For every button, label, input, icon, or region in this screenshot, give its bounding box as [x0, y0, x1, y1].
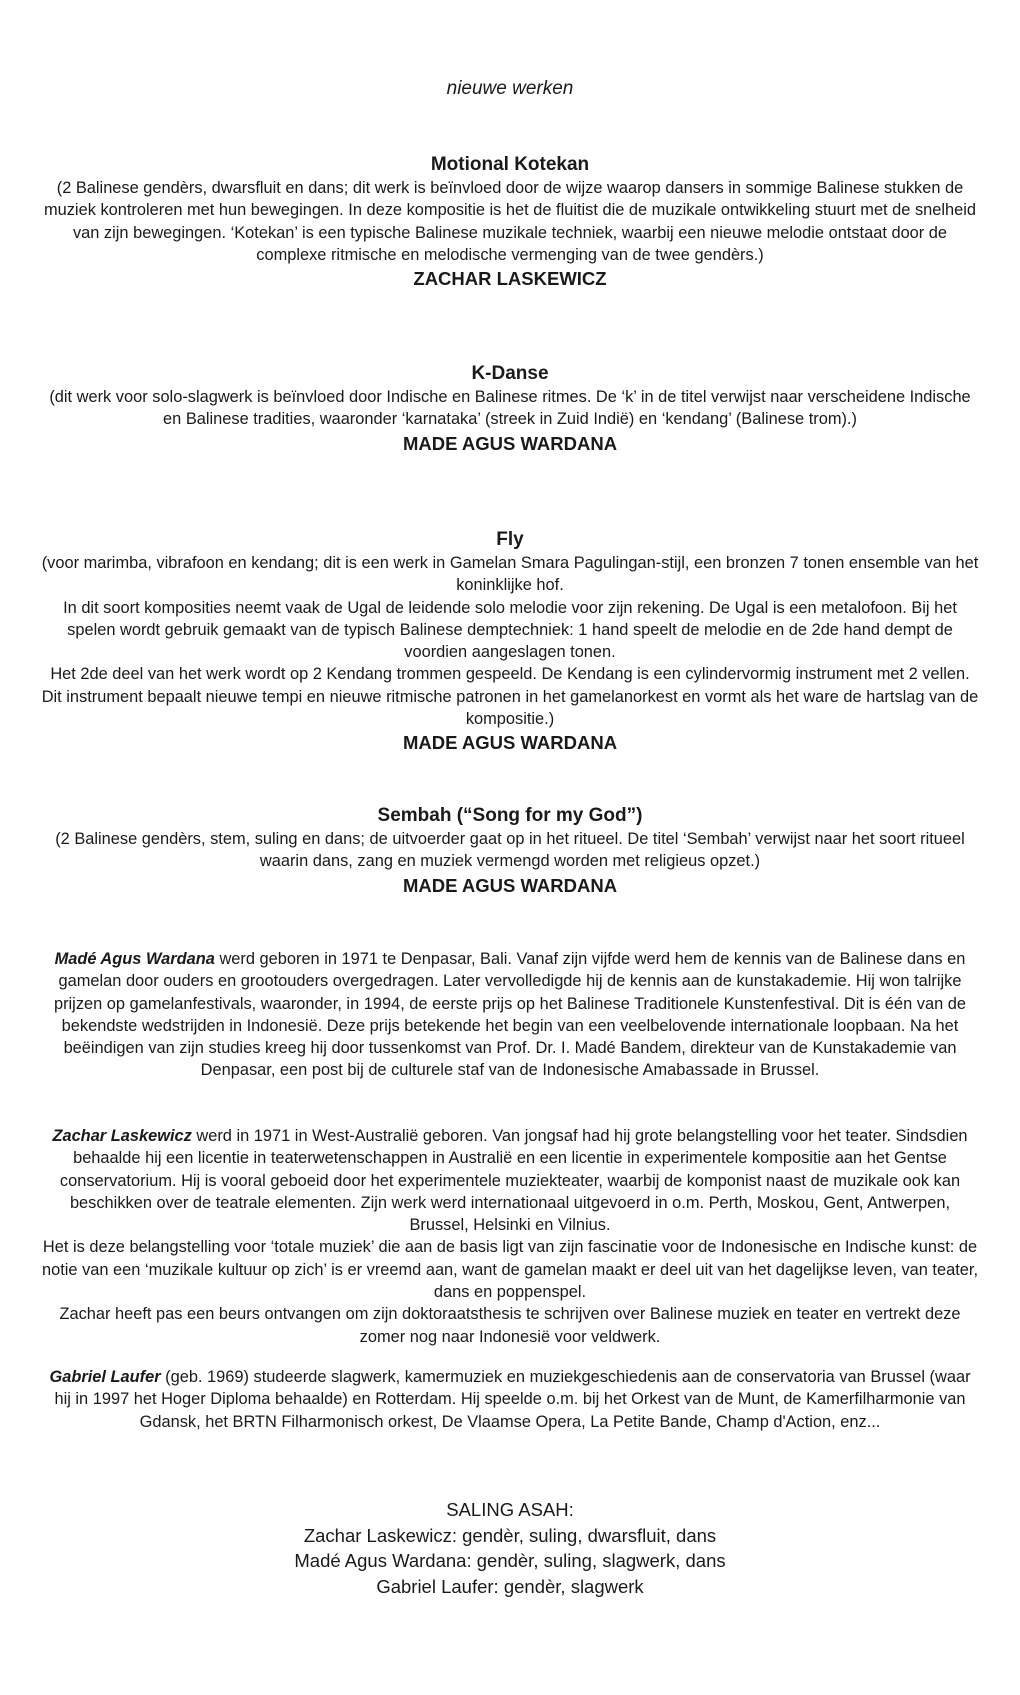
bio-gabriel-laufer — [40, 1366, 980, 1433]
ensemble-member: Gabriel Laufer: gendèr, slagwerk — [376, 1575, 644, 1597]
work-composer: ZACHAR LASKEWICZ — [413, 268, 607, 290]
section-header: nieuwe werken — [446, 78, 574, 99]
work-description-2: In dit soort komposities neemt vaak de Ugal de leidende solo melodie voor zijn rekening. De Ugal is een metalofoon. Bij het spelen wordt gebruik gemaakt van de typisch Balinese demptechniek: 1 hand speelt de melodie en de 2de hand dempt de voordien aangeslagen tonen. — [63, 598, 957, 662]
work-k-danse — [40, 361, 980, 456]
ensemble-title: SALING ASAH: — [446, 1499, 574, 1520]
bio-made-agus-wardana — [40, 948, 980, 1082]
work-title: Sembah (“Song for my God”) — [377, 805, 643, 826]
ensemble-member: Madé Agus Wardana: gendèr, suling, slagwerk, dans — [294, 1550, 726, 1571]
bio-paragraph — [40, 948, 980, 1082]
work-title: Motional Kotekan — [430, 154, 590, 175]
bio-paragraph — [40, 1366, 980, 1433]
bio-text: (geb. 1969) studeerde slagwerk, kamermuziek en muziekgeschiedenis aan de conservatoria van Brussel (waar hij in 1997 het Hoger Diploma behaalde) en Rotterdam. Hij speelde o.m. bij het Orkest van de Munt, de Kamerfilharmonie van Gdansk, het BRTN Filharmonisch orkest, De Vlaamse Opera, La Petite Bande, Champ d'Action, enz... — [54, 1368, 971, 1431]
ensemble-member: Zachar Laskewicz: gendèr, suling, dwarsfluit, dans — [303, 1524, 717, 1546]
work-composer: MADE AGUS WARDANA — [402, 732, 618, 754]
bio-paragraph-3: Zachar heeft pas een beurs ontvangen om zijn doktoraatsthesis te schrijven over Balinese muziek en teater en vertrekt deze zomer nog naar Indonesië voor veldwerk. — [59, 1305, 961, 1346]
work-title: K-Danse — [471, 363, 549, 384]
bio-paragraph-2: Het is deze belangstelling voor ‘totale muziek’ die aan de basis ligt van zijn fascinatie voor de Indonesische en Indische kunst: de notie van een ‘muzikale kultuur op zich’ is er vreemd aan, want de gamelan maakt er deel uit van het dagelijkse leven, van teater, dans en poppenspel. — [41, 1238, 978, 1302]
work-description: (voor marimba, vibrafoon en kendang; dit is een werk in Gamelan Smara Pagulingan-stijl, een bronzen 7 tonen ensemble van het koninklijke hof. — [41, 554, 979, 595]
bio-name: Madé Agus Wardana — [54, 950, 215, 968]
ensemble-block — [0, 1497, 1020, 1599]
work-fly — [40, 527, 980, 755]
work-title: Fly — [496, 529, 524, 550]
bio-name: Gabriel Laufer — [49, 1368, 161, 1386]
bio-paragraph — [40, 1125, 980, 1236]
bio-zachar-laskewicz — [40, 1125, 980, 1348]
work-composer: MADE AGUS WARDANA — [402, 874, 618, 896]
work-composer: MADE AGUS WARDANA — [402, 432, 618, 454]
work-sembah — [40, 803, 980, 898]
bio-name: Zachar Laskewicz — [52, 1127, 192, 1145]
bio-text: werd geboren in 1971 te Denpasar, Bali. Vanaf zijn vijfde werd hem de kennis van de Balinese dans en gamelan door ouders en grootouders overgedragen. Later vervolledigde hij de kennis aan de kunstakademie. Hij won talrijke prijzen op gamelanfestivals, waaronder, in 1994, de eerste prijs op het Balinese Traditionele Kunstenfestival. Dit is één van de bekendste wedstrijden in Indonesië. Deze prijs betekende het begin van een veelbelovende internationale loopbaan. Na het beëindigen van zijn studies kreeg hij door tussenkomst van Prof. Dr. I. Madé Bandem, direkteur van de Kunstakademie van Denpasar, een post bij de culturele staf van de Indonesische Amabassade in Brussel. — [53, 950, 967, 1080]
work-description: (2 Balinese gendèrs, dwarsfluit en dans; dit werk is beïnvloed door de wijze waarop dansers in sommige Balinese stukken de muziek kontroleren met hun bewegingen. In deze kompositie is het de fluitist die de muzikale ontwikkeling stuurt met de snelheid van zijn bewegingen. ‘Kotekan’ is een typische Balinese muzikale techniek, waarbij een nieuwe melodie ontstaat door de complexe ritmische en melodische vermenging van de twee gendèrs.) — [43, 179, 977, 264]
work-description: (2 Balinese gendèrs, stem, suling en dans; de uitvoerder gaat op in het ritueel. De titel ‘Sembah’ verwijst naar het soort ritueel waarin dans, zang en muziek vermengd worden met religieus opzet.) — [55, 830, 965, 871]
work-motional-kotekan — [40, 152, 980, 291]
work-description-3: Het 2de deel van het werk wordt op 2 Kendang trommen gespeeld. De Kendang is een cylindervormig instrument met 2 vellen. Dit instrument bepaalt nieuwe tempi en nieuwe ritmische patronen in het gamelanorkest en vormt als het ware de hartslag van de kompositie.) — [41, 665, 979, 729]
bio-text: werd in 1971 in West-Australië geboren. Van jongsaf had hij grote belangstelling voor het teater. Sindsdien behaalde hij een licentie in teaterwetenschappen in Australië en een licentie in experimentele kompositie aan het Gentse conservatorium. Hij is vooral geboeid door het experimentele muziekteater, waarbij de komponist naast de muzikale ook kan beschikken over de teatrale elementen. Zijn werk werd internationaal uitgevoerd in o.m. Perth, Moskou, Gent, Antwerpen, Brussel, Helsinki en Vilnius. — [59, 1127, 968, 1235]
work-description: (dit werk voor solo-slagwerk is beïnvloed door Indische en Balinese ritmes. De ‘k’ in de titel verwijst naar verscheidene Indische en Balinese tradities, waaronder ‘karnataka’ (streek in Zuid Indië) en ‘kendang’ (Balinese trom).) — [49, 388, 971, 429]
